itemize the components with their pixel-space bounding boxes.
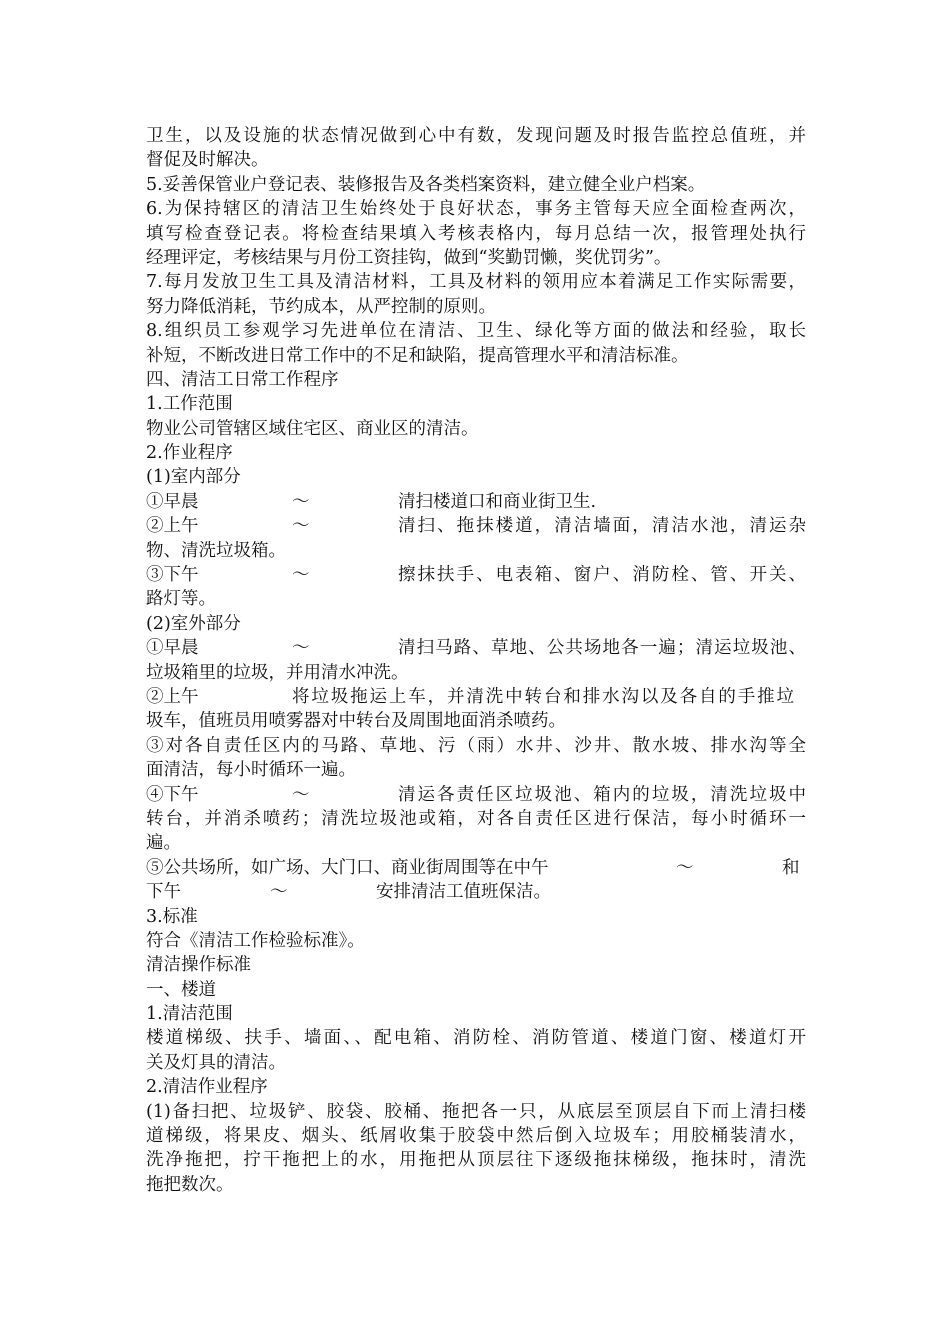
paragraph-line: (1)备扫把、垃圾铲、胶袋、胶桶、拖把各一只，从底层至顶层自下而上清扫楼 [146,1101,806,1122]
schedule-row [146,880,806,904]
paragraph-line: 路灯等。 [146,589,216,610]
subsection-heading: 3.标准 [146,906,198,927]
schedule-task: 清扫马路、草地、公共场地各一遍；清运垃圾池、 [398,638,806,659]
paragraph-line: 符合《清洁工作检验标准》。 [146,930,365,951]
schedule-sep: ～ [292,638,310,659]
paragraph-line: 圾车，值班员用喷雾器对中转台及周围地面消杀喷药。 [146,711,566,732]
schedule-task: 擦抹扶手、电表箱、窗户、消防栓、管、开关、 [398,565,806,586]
section-heading: 一、楼道 [146,979,216,1000]
schedule-time: 下午 [146,882,181,903]
schedule-task: 清扫楼道口和商业街卫生. [398,491,597,512]
paragraph-line: 努力降低消耗，节约成本，从严控制的原则。 [146,296,496,317]
paragraph-line: 经理评定，考核结果与月份工资挂钩，做到“奖勤罚懒，奖优罚劣”。 [146,247,672,268]
paragraph-line: 卫生，以及设施的状态情况做到心中有数，发现问题及时报告监控总值班，并 [146,126,806,146]
schedule-time: ④下午 [146,784,199,805]
paragraph-line: 垃圾箱里的垃圾，并用清水冲洗。 [146,662,409,683]
document-body [146,124,806,1197]
schedule-time: ③下午 [146,565,199,586]
paragraph-line: 拖把数次。 [146,1174,234,1195]
schedule-row [146,783,806,807]
schedule-task: 安排清洁工值班保洁。 [376,882,551,903]
schedule-time: ①早晨 [146,491,199,512]
schedule-row [146,636,806,660]
paragraph-line: 面清洁，每小时循环一遍。 [146,760,356,781]
schedule-time: ②上午 [146,686,199,707]
paragraph-line: 物业公司管辖区域住宅区、商业区的清洁。 [146,418,479,439]
schedule-task: 清扫、拖抹楼道，清洁墙面，清洁水池，清运杂 [398,516,806,537]
paragraph-line: 洗净拖把，拧干拖把上的水，用拖把从顶层往下逐级拖抹梯级，拖抹时，清洗 [146,1150,806,1171]
subsection-heading: (1)室内部分 [146,467,241,488]
paragraph-line: 8.组织员工参观学习先进单位在清洁、卫生、绿化等方面的做法和经验，取长 [146,321,806,342]
schedule-sep: ～ [292,491,310,512]
paragraph-line: 物、清洗垃圾箱。 [146,540,286,561]
subsection-heading: 1.清洁范围 [146,1004,233,1025]
schedule-text: ⑤公共场所，如广场、大门口、商业街周围等在中午 [146,857,549,878]
subsection-heading: 2.作业程序 [146,443,233,464]
schedule-time: ①早晨 [146,638,199,659]
schedule-sep: ～ [270,882,288,903]
paragraph-line: 楼道梯级、扶手、墙面、、配电箱、消防栓、消防管道、楼道门窗、楼道灯开 [146,1028,806,1049]
schedule-row [146,490,806,514]
section-heading: 清洁操作标准 [146,955,251,976]
paragraph-line: 6.为保持辖区的清洁卫生始终处于良好状态，事务主管每天应全面检查两次， [146,199,806,220]
paragraph-line: 关及灯具的清洁。 [146,1052,286,1073]
schedule-row [146,563,806,587]
schedule-text: 和 [782,857,800,878]
schedule-task: 将垃圾拖运上车，并清洗中转台和排水沟以及各自的手推垃 [292,686,794,707]
schedule-sep: ～ [292,516,310,537]
paragraph-line: 转台，并消杀喷药；清洗垃圾池或箱，对各自责任区进行保洁，每小时循环一 [146,808,806,829]
schedule-sep: ～ [292,784,310,805]
schedule-row [146,856,806,880]
schedule-sep: ～ [676,857,694,878]
schedule-time: ②上午 [146,516,199,537]
paragraph-line: 填写检查登记表。将检查结果填入考核表格内，每月总结一次，报管理处执行 [146,223,806,244]
section-heading: 四、清洁工日常工作程序 [146,369,339,390]
schedule-row [146,514,806,538]
paragraph-line: ③对各自责任区内的马路、草地、污（雨）水井、沙井、散水坡、排水沟等全 [146,735,806,756]
schedule-sep: ～ [292,565,310,586]
subsection-heading: (2)室外部分 [146,613,241,634]
schedule-task: 清运各责任区垃圾池、箱内的垃圾，清洗垃圾中 [398,784,806,805]
paragraph-line: 遍。 [146,833,181,854]
paragraph-line: 7.每月发放卫生工具及清洁材料，工具及材料的领用应本着满足工作实际需要， [146,272,806,293]
schedule-row [146,685,806,709]
subsection-heading: 2.清洁作业程序 [146,1077,268,1098]
paragraph-line: 补短，不断改进日常工作中的不足和缺陷，提高管理水平和清洁标准。 [146,345,689,366]
paragraph-line: 5.妥善保管业户登记表、装修报告及各类档案资料，建立健全业户档案。 [146,174,706,195]
subsection-heading: 1.工作范围 [146,394,233,415]
paragraph-line: 道梯级，将果皮、烟头、纸屑收集于胶袋中然后倒入垃圾车；用胶桶装清水， [146,1126,806,1147]
paragraph-line: 督促及时解决。 [146,150,269,171]
